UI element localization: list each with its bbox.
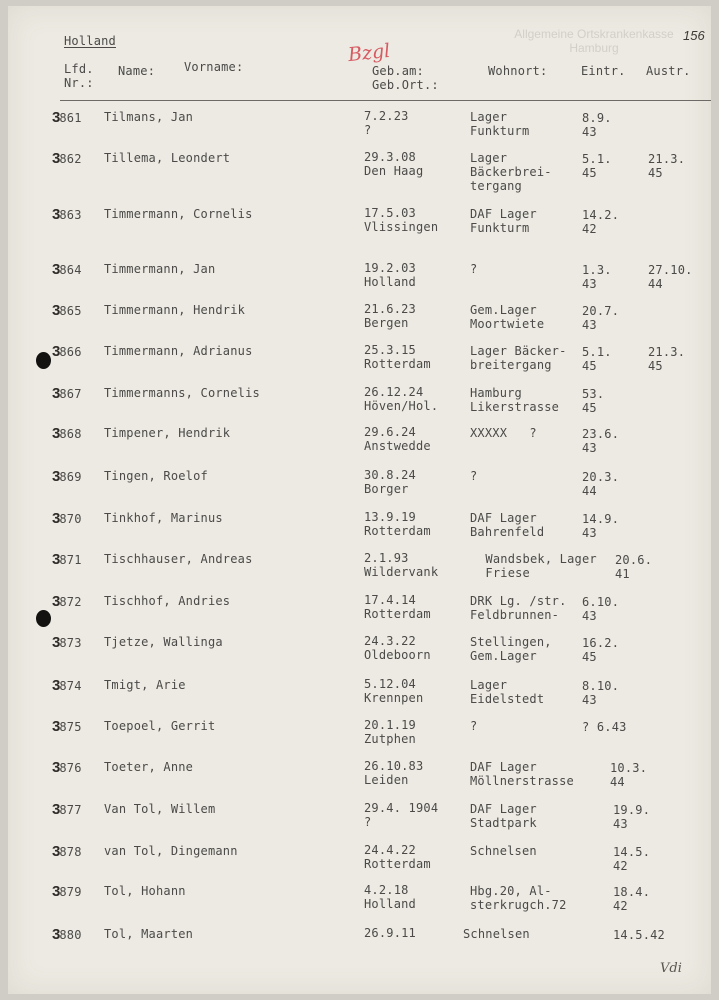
entry-number xyxy=(52,343,82,360)
entry-name: Tol, Maarten xyxy=(104,927,194,941)
entry-birth xyxy=(364,385,438,413)
entry-number-first-digit: 3 xyxy=(52,843,60,860)
entry-birth xyxy=(364,150,423,178)
residence-line: tergang xyxy=(470,179,522,193)
entry-birth xyxy=(364,343,431,371)
joined-line: 41 xyxy=(615,567,630,581)
entry-number xyxy=(52,718,82,735)
birth-place: Krennpen xyxy=(364,691,424,705)
entry-birth xyxy=(364,677,423,705)
entry-number xyxy=(52,425,82,442)
entry-number xyxy=(52,551,82,568)
joined-line: 44 xyxy=(610,775,625,789)
entry-joined xyxy=(582,387,604,415)
entry-number-first-digit: 3 xyxy=(52,801,60,818)
joined-line: 5.1. xyxy=(582,152,612,166)
entry-number-first-digit: 3 xyxy=(52,109,60,126)
entry-left xyxy=(648,345,685,373)
entry-number-rest: 873 xyxy=(59,636,82,650)
entry-number xyxy=(52,510,82,527)
entry-residence xyxy=(470,884,567,912)
header-divider xyxy=(60,100,711,101)
residence-line: Funkturm xyxy=(470,124,530,138)
residence-line: Funkturm xyxy=(470,221,530,235)
sheet-title: Holland xyxy=(64,34,116,48)
red-pencil-mark: Bzgl xyxy=(346,39,392,67)
birth-date: 20.1.19 xyxy=(364,718,416,732)
birth-place: Rotterdam xyxy=(364,357,431,371)
entry-number-rest: 875 xyxy=(59,720,82,734)
entry-number-first-digit: 3 xyxy=(52,718,60,735)
entry-number-first-digit: 3 xyxy=(52,343,60,360)
joined-line: ? 6.43 xyxy=(582,720,627,734)
birth-date: 29.6.24 xyxy=(364,425,416,439)
entry-number-first-digit: 3 xyxy=(52,302,60,319)
entry-residence xyxy=(470,760,574,788)
residence-line: Lager Bäcker- xyxy=(470,344,567,358)
entry-joined xyxy=(582,152,612,180)
entry-residence xyxy=(470,469,477,483)
entry-joined xyxy=(610,761,647,789)
entry-residence xyxy=(470,802,537,830)
entry-birth xyxy=(364,801,438,829)
joined-line: 1.3. xyxy=(582,263,612,277)
joined-line: 14.5.42 xyxy=(613,928,665,942)
birth-place: Borger xyxy=(364,482,409,496)
entry-birth xyxy=(364,843,431,871)
joined-line: 18.4. xyxy=(613,885,651,899)
entry-name: Tol, Hohann xyxy=(104,884,186,898)
joined-line: 43 xyxy=(582,609,597,623)
residence-line: Stadtpark xyxy=(470,816,537,830)
entry-number xyxy=(52,801,82,818)
entry-name: Tinkhof, Marinus xyxy=(104,511,223,525)
residence-line: Lager xyxy=(470,151,508,165)
entry-joined xyxy=(613,928,665,942)
entry-number-rest: 866 xyxy=(59,345,82,359)
residence-line: DAF Lager xyxy=(470,802,537,816)
entry-name: Toeter, Anne xyxy=(104,760,194,774)
residence-line: Wandsbek, Lager xyxy=(478,552,597,566)
left-line: 21.3. xyxy=(648,345,686,359)
residence-line: ? xyxy=(470,262,478,276)
header-lfd-nr: Lfd. Nr.: xyxy=(64,62,94,90)
entry-left xyxy=(648,152,685,180)
entry-residence xyxy=(470,719,477,733)
entry-number xyxy=(52,109,82,126)
entry-name: Tmigt, Arie xyxy=(104,678,186,692)
joined-line: 20.3. xyxy=(582,470,620,484)
birth-date: 2.1.93 xyxy=(364,551,409,565)
left-line: 45 xyxy=(648,166,663,180)
entry-number-rest: 863 xyxy=(59,208,82,222)
residence-line: Bäckerbrei- xyxy=(470,165,552,179)
entry-birth xyxy=(364,883,416,911)
entry-number-first-digit: 3 xyxy=(52,261,60,278)
birth-place: Holland xyxy=(364,897,416,911)
birth-place: Oldeboorn xyxy=(364,648,431,662)
birth-place: Wildervank xyxy=(364,565,439,579)
joined-line: 43 xyxy=(582,277,597,291)
joined-line: 45 xyxy=(582,166,597,180)
joined-line: 42 xyxy=(613,899,628,913)
birth-place: Zutphen xyxy=(364,732,416,746)
joined-line: 44 xyxy=(582,484,597,498)
residence-line: DAF Lager xyxy=(470,511,537,525)
birth-date: 26.9.11 xyxy=(364,926,416,940)
entry-joined xyxy=(582,345,612,373)
birth-place: Rotterdam xyxy=(364,607,431,621)
register-sheet xyxy=(8,6,711,994)
residence-line: Lager xyxy=(470,110,508,124)
entry-joined xyxy=(613,885,650,913)
birth-date: 26.12.24 xyxy=(364,385,424,399)
entry-number-first-digit: 3 xyxy=(52,677,60,694)
birth-place: Höven/Hol. xyxy=(364,399,439,413)
punch-hole xyxy=(36,352,51,369)
entry-birth xyxy=(364,593,431,621)
entry-birth xyxy=(364,261,416,289)
birth-place: Anstwedde xyxy=(364,439,431,453)
joined-line: 42 xyxy=(613,859,628,873)
residence-line: Gem.Lager xyxy=(470,649,537,663)
entry-number-first-digit: 3 xyxy=(52,510,60,527)
residence-line: Friese xyxy=(478,566,530,580)
entry-number-rest: 864 xyxy=(59,263,82,277)
entry-joined xyxy=(582,208,619,236)
entry-name: Timmermann, Hendrik xyxy=(104,303,246,317)
residence-line: ? xyxy=(470,469,478,483)
page-number: 156 xyxy=(683,28,705,43)
entry-number-rest: 872 xyxy=(59,595,82,609)
entry-number-first-digit: 3 xyxy=(52,150,60,167)
entry-residence xyxy=(470,207,537,235)
header-wohnort: Wohnort: xyxy=(488,64,548,78)
entry-joined xyxy=(582,720,627,734)
handwritten-initials: Vdi xyxy=(660,961,682,976)
entry-number-first-digit: 3 xyxy=(52,425,60,442)
entry-number xyxy=(52,759,82,776)
entry-number xyxy=(52,385,82,402)
residence-line: Stellingen, xyxy=(470,635,552,649)
entry-joined xyxy=(582,470,619,498)
residence-line: Eidelstedt xyxy=(470,692,545,706)
entry-number xyxy=(52,593,82,610)
entry-number xyxy=(52,150,82,167)
birth-date: 24.4.22 xyxy=(364,843,416,857)
entry-number-rest: 874 xyxy=(59,679,82,693)
joined-line: 6.10. xyxy=(582,595,620,609)
birth-place: Holland xyxy=(364,275,416,289)
entry-birth xyxy=(364,718,416,746)
entry-number-rest: 876 xyxy=(59,761,82,775)
residence-line: Likerstrasse xyxy=(470,400,560,414)
entry-residence xyxy=(470,426,537,440)
birth-place: Leiden xyxy=(364,773,409,787)
header-austr: Austr. xyxy=(646,64,691,78)
birth-date: 17.5.03 xyxy=(364,206,416,220)
entry-name: Tjetze, Wallinga xyxy=(104,635,223,649)
entry-number-first-digit: 3 xyxy=(52,759,60,776)
residence-line: Schnelsen xyxy=(463,927,530,941)
entry-number xyxy=(52,634,82,651)
joined-line: 16.2. xyxy=(582,636,620,650)
residence-line: Möllnerstrasse xyxy=(470,774,574,788)
entry-number-first-digit: 3 xyxy=(52,385,60,402)
entry-name: Timmermann, Jan xyxy=(104,262,216,276)
birth-place: Vlissingen xyxy=(364,220,439,234)
joined-line: 23.6. xyxy=(582,427,620,441)
residence-line: breitergang xyxy=(470,358,552,372)
entry-left xyxy=(648,263,693,291)
entry-residence xyxy=(470,386,559,414)
birth-place: Rotterdam xyxy=(364,524,431,538)
joined-line: 8.10. xyxy=(582,679,620,693)
entry-residence xyxy=(470,344,567,372)
entry-number-rest: 870 xyxy=(59,512,82,526)
entry-number xyxy=(52,883,82,900)
entry-number xyxy=(52,926,82,943)
birth-place: Bergen xyxy=(364,316,409,330)
punch-hole xyxy=(36,610,51,627)
birth-date: 17.4.14 xyxy=(364,593,416,607)
entry-number-rest: 862 xyxy=(59,152,82,166)
entry-residence xyxy=(470,844,537,858)
entry-number-first-digit: 3 xyxy=(52,206,60,223)
entry-number-rest: 868 xyxy=(59,427,82,441)
stamp-line: Allgemeine Ortskrankenkasse xyxy=(514,27,674,41)
residence-line: Feldbrunnen- xyxy=(470,608,560,622)
birth-date: 4.2.18 xyxy=(364,883,409,897)
header-vorname: Vorname: xyxy=(184,60,244,74)
joined-line: 43 xyxy=(582,693,597,707)
header-name: Name: xyxy=(118,64,156,78)
joined-line: 53. xyxy=(582,387,605,401)
entry-number-rest: 871 xyxy=(59,553,82,567)
entry-joined xyxy=(582,595,619,623)
entry-joined xyxy=(582,263,612,291)
entry-joined xyxy=(582,512,619,540)
joined-line: 43 xyxy=(582,318,597,332)
entry-name: Van Tol, Willem xyxy=(104,802,216,816)
birth-date: 7.2.23 xyxy=(364,109,409,123)
joined-line: 14.2. xyxy=(582,208,620,222)
joined-line: 42 xyxy=(582,222,597,236)
entry-joined xyxy=(582,679,619,707)
entry-birth xyxy=(364,634,431,662)
joined-line: 14.5. xyxy=(613,845,651,859)
entry-joined xyxy=(582,304,619,332)
entry-residence xyxy=(470,635,552,663)
entry-joined xyxy=(582,427,619,455)
residence-line: Gem.Lager xyxy=(470,303,537,317)
entry-number-rest: 879 xyxy=(59,885,82,899)
entry-number-rest: 869 xyxy=(59,470,82,484)
entry-birth xyxy=(364,425,431,453)
entry-number-first-digit: 3 xyxy=(52,551,60,568)
residence-line: Hamburg xyxy=(470,386,522,400)
entry-number xyxy=(52,677,82,694)
residence-line: DRK Lg. /str. xyxy=(470,594,567,608)
entry-residence xyxy=(478,552,597,580)
entry-joined xyxy=(582,111,612,139)
entry-joined xyxy=(615,553,652,581)
joined-line: 43 xyxy=(582,526,597,540)
joined-line: 45 xyxy=(582,401,597,415)
entry-joined xyxy=(613,845,650,873)
entry-name: Tischhof, Andries xyxy=(104,594,231,608)
birth-date: 29.3.08 xyxy=(364,150,416,164)
joined-line: 45 xyxy=(582,359,597,373)
entry-number-rest: 861 xyxy=(59,111,82,125)
birth-date: 24.3.22 xyxy=(364,634,416,648)
entry-joined xyxy=(582,636,619,664)
birth-place: ? xyxy=(364,815,372,829)
entry-number-rest: 878 xyxy=(59,845,82,859)
joined-line: 5.1. xyxy=(582,345,612,359)
entry-residence xyxy=(470,511,544,539)
left-line: 45 xyxy=(648,359,663,373)
residence-line: Hbg.20, Al- xyxy=(470,884,552,898)
left-line: 27.10. xyxy=(648,263,693,277)
entry-name: Tilmans, Jan xyxy=(104,110,194,124)
birth-place: ? xyxy=(364,123,372,137)
entry-residence xyxy=(470,678,544,706)
entry-number xyxy=(52,468,82,485)
entry-residence xyxy=(470,262,477,276)
entry-number xyxy=(52,302,82,319)
birth-date: 13.9.19 xyxy=(364,510,416,524)
header-eintr: Eintr. xyxy=(581,64,626,78)
header-geb: Geb.am: Geb.Ort.: xyxy=(372,64,439,92)
entry-name: Timpener, Hendrik xyxy=(104,426,231,440)
joined-line: 19.9. xyxy=(613,803,651,817)
residence-line: DAF Lager xyxy=(470,207,537,221)
entry-number-rest: 867 xyxy=(59,387,82,401)
residence-line: XXXXX ? xyxy=(470,426,537,440)
entry-birth xyxy=(364,206,438,234)
entry-residence xyxy=(470,151,552,193)
birth-date: 26.10.83 xyxy=(364,759,424,773)
entry-residence xyxy=(463,927,530,941)
birth-date: 19.2.03 xyxy=(364,261,416,275)
entry-joined xyxy=(613,803,650,831)
birth-date: 25.3.15 xyxy=(364,343,416,357)
entry-number-first-digit: 3 xyxy=(52,926,60,943)
entry-name: Toepoel, Gerrit xyxy=(104,719,216,733)
entry-number-first-digit: 3 xyxy=(52,468,60,485)
entry-name: Tingen, Roelof xyxy=(104,469,208,483)
joined-line: 43 xyxy=(582,441,597,455)
entry-birth xyxy=(364,302,416,330)
joined-line: 43 xyxy=(613,817,628,831)
birth-date: 21.6.23 xyxy=(364,302,416,316)
birth-place: Rotterdam xyxy=(364,857,431,871)
entry-number-rest: 880 xyxy=(59,928,82,942)
residence-line: ? xyxy=(470,719,478,733)
stamp-line: Hamburg xyxy=(569,41,619,55)
entry-name: van Tol, Dingemann xyxy=(104,844,238,858)
residence-line: Moortwiete xyxy=(470,317,545,331)
faded-stamp xyxy=(494,27,694,55)
entry-residence xyxy=(470,110,529,138)
entry-number-rest: 865 xyxy=(59,304,82,318)
entry-residence xyxy=(470,303,544,331)
joined-line: 8.9. xyxy=(582,111,612,125)
entry-birth xyxy=(364,926,416,940)
entry-number xyxy=(52,206,82,223)
entry-name: Timmermann, Adrianus xyxy=(104,344,253,358)
entry-name: Timmermanns, Cornelis xyxy=(104,386,260,400)
residence-line: Schnelsen xyxy=(470,844,537,858)
residence-line: DAF Lager xyxy=(470,760,537,774)
entry-number xyxy=(52,843,82,860)
residence-line: Lager xyxy=(470,678,508,692)
residence-line: sterkrugch.72 xyxy=(470,898,567,912)
entry-name: Tillema, Leondert xyxy=(104,151,231,165)
entry-number-rest: 877 xyxy=(59,803,82,817)
joined-line: 45 xyxy=(582,650,597,664)
birth-date: 30.8.24 xyxy=(364,468,416,482)
joined-line: 20.7. xyxy=(582,304,620,318)
entry-number-first-digit: 3 xyxy=(52,593,60,610)
entry-name: Tischhauser, Andreas xyxy=(104,552,253,566)
joined-line: 10.3. xyxy=(610,761,648,775)
entry-number-first-digit: 3 xyxy=(52,883,60,900)
left-line: 44 xyxy=(648,277,663,291)
entry-birth xyxy=(364,551,438,579)
joined-line: 14.9. xyxy=(582,512,620,526)
entry-number xyxy=(52,261,82,278)
entry-name: Timmermann, Cornelis xyxy=(104,207,253,221)
birth-date: 29.4. 1904 xyxy=(364,801,439,815)
entry-birth xyxy=(364,759,423,787)
joined-line: 43 xyxy=(582,125,597,139)
entry-birth xyxy=(364,468,416,496)
birth-place: Den Haag xyxy=(364,164,424,178)
left-line: 21.3. xyxy=(648,152,686,166)
entry-birth xyxy=(364,510,431,538)
entry-birth xyxy=(364,109,409,137)
joined-line: 20.6. xyxy=(615,553,653,567)
residence-line: Bahrenfeld xyxy=(470,525,545,539)
entry-residence xyxy=(470,594,567,622)
entry-number-first-digit: 3 xyxy=(52,634,60,651)
birth-date: 5.12.04 xyxy=(364,677,416,691)
